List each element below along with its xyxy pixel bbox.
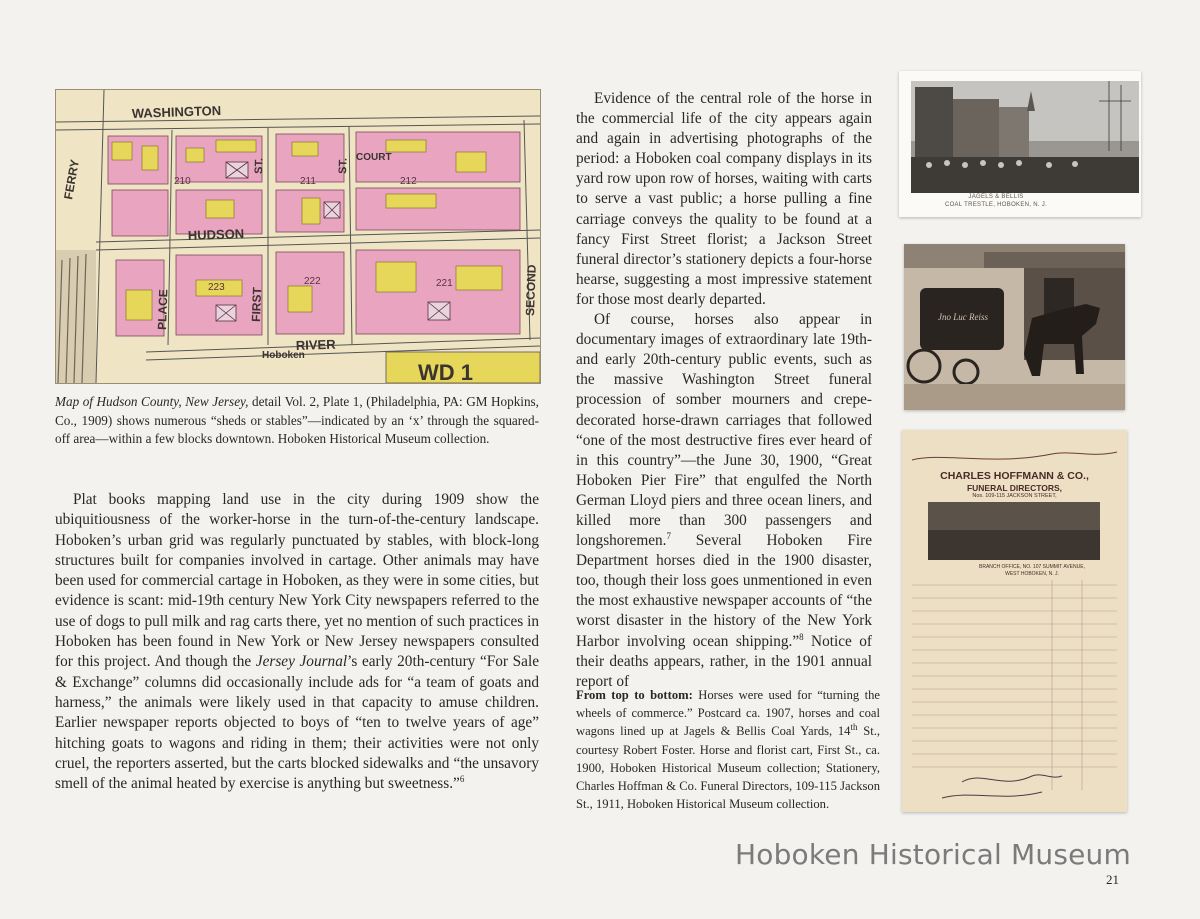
map-label-first: FIRST	[249, 286, 265, 323]
map-block-222: 222	[304, 276, 321, 287]
left-body-text-1: Plat books mapping land use in the city during 1909 show the ubiquitiousness of the worker-horse in the turn-of-the-century landscape. Hoboken’s urban grid was regularly punctuated by stables, with block-long structures built for companies involved in cartage. Other animals may have been used for commercial cartage in Hoboken, as they were in some cities, but evidence is scant: mid-19th century New York City newspapers referred to the use of dogs to pull milk and rag carts there, yet no mention of such practices in Hoboken has been found in New York or New Jersey newspapers consulted for this project. And though the	[55, 491, 539, 671]
map-drawing	[56, 90, 540, 383]
photo-caption-text: Horses were used for “turning the wheels of commerce.” Postcard ca. 1907, horses and coal wagons lined up at Jagels & Bellis Coal Yards, 14	[576, 688, 880, 739]
photo-caption-lead: From top to bottom:	[576, 688, 693, 702]
left-body-text-2: ’s early 20th-century “For Sale & Exchange” columns did occasionally include ads for “a team of goats and harness,” the animals were likely used in that capacity to amuse children. Earlier newspaper reports objected to boys of “ten to twelve years of age” hitching goats to wagons and riding in them; their activities were not only cruel, the reporters asserted, but the carts blocked sidewalks and “the unsavory smell of the animal heated by exercise is anything but sweetness.”	[55, 653, 539, 793]
map-block-212: 212	[400, 176, 417, 187]
middle-column	[576, 89, 872, 692]
stationery-branch: BRANCH OFFICE, NO. 107 SUMMIT AVENUE,	[979, 564, 1085, 570]
map-caption	[55, 393, 539, 449]
florist-cart-photo	[904, 244, 1125, 410]
map-caption-title: Map of Hudson County, New Jersey,	[55, 394, 249, 409]
map-label-st-1: ST.	[253, 157, 266, 175]
photo-caption-sup: th	[850, 722, 858, 733]
left-body-paragraph	[55, 490, 539, 794]
map-label-washington: WASHINGTON	[131, 102, 222, 121]
photo-caption	[576, 686, 880, 813]
map-block-210: 210	[174, 176, 191, 187]
photo-caption-text-2: St., courtesy Robert Foster. Horse and florist cart, First St., ca. 1900, Hoboken Historical Museum collection; Stationery, Charles Hoffman & Co. Funeral Directors, 109-115 Jackson St., 1911, Hoboken Historical Museum collection.	[576, 724, 880, 812]
map-label-st-2: ST.	[337, 157, 350, 175]
middle-paragraph-2-text-b: Several Hoboken Fire Department horses died in the 1900 disaster, too, though their loss goes unmentioned in even the most exhaustive newspaper accounts of “the worst disaster in the history of the New York Harbor involving ocean shipping.”	[576, 532, 872, 650]
coal-yard-postcard	[899, 71, 1141, 217]
museum-watermark: Hoboken Historical Museum	[735, 838, 1131, 871]
middle-paragraph-2-text-a: Of course, horses also appear in documentary images of extraordinary late 19th- and early 20th-century public events, such as the massive Washington Street funeral procession of somber mourners and crepe-decorated horse-drawn carriages that followed “one of the most destructive fires ever heard of in this country”—the June 30, 1900, “Great Hoboken Pier Fire” that engulfed the North German Lloyd piers and three ocean liners, and killed more than 300 passengers and longshoremen.	[576, 311, 872, 550]
map-block-211: 211	[300, 176, 316, 187]
funeral-stationery	[902, 430, 1127, 812]
map-label-ferry: FERRY	[61, 158, 82, 201]
postcard-caption-line-2: COAL TRESTLE, HOBOKEN, N. J.	[944, 202, 1048, 208]
map-label-second: SECOND	[523, 264, 539, 317]
stationery-address: Nos. 109-115 JACKSON STREET,	[972, 493, 1057, 499]
journal-title: Jersey Journal	[255, 653, 348, 671]
middle-paragraph-2-text-c: Notice of their deaths appears, rather, in the 1901 annual report of	[576, 632, 872, 690]
map-label-ward: WD 1	[418, 360, 473, 383]
postcard-caption	[931, 193, 1061, 209]
map-caption-text: detail Vol. 2, Plate 1, (Philadelphia, PA: GM Hopkins, Co., 1909) shows numerous “sheds or stables”—indicated by an ‘x’ through the squared-off area—within a few blocks downtown. Hoboken Historical Museum collection.	[55, 394, 539, 446]
map-label-hudson: HUDSON	[187, 226, 245, 243]
map-block-223: 223	[208, 282, 225, 293]
map-label-river: RIVER	[295, 336, 336, 353]
middle-paragraph-2	[576, 310, 872, 692]
page-number: 21	[1106, 872, 1119, 887]
map-label-place: PLACE	[155, 288, 171, 331]
map-label-hoboken: Hoboken	[262, 350, 305, 361]
stationery-firm-name: CHARLES HOFFMANN & CO.,	[940, 470, 1089, 482]
cart-image	[904, 244, 1125, 410]
map-label-court: COURT	[356, 152, 392, 163]
stationery-branch-2: WEST HOBOKEN, N. J.	[1005, 571, 1059, 577]
footnote-ref-8: 8	[799, 631, 804, 642]
footnote-ref-6: 6	[459, 774, 465, 785]
map-block-221: 221	[436, 278, 453, 289]
stationery-trade: FUNERAL DIRECTORS,	[966, 483, 1063, 493]
footnote-ref-7: 7	[666, 530, 671, 541]
hudson-county-map	[55, 89, 541, 384]
middle-paragraph-1: Evidence of the central role of the horse in the commercial life of the city appears again and again in advertising photographs of the period: a Hoboken coal company displays in its yard row upon row of horses, waiting with carts to serve a vast public; a horse pulling a fine carriage conveys the quality to be found at a fancy First Street florist; a Jackson Street funeral director’s stationery depicts a four-horse hearse, suggesting a most impressive statement for those most dearly departed.	[576, 90, 872, 308]
postcard-caption-line-1: JAGELS & BELLIS	[968, 194, 1024, 200]
svg-text:Jno Luc Reiss: Jno Luc Reiss	[938, 312, 988, 322]
